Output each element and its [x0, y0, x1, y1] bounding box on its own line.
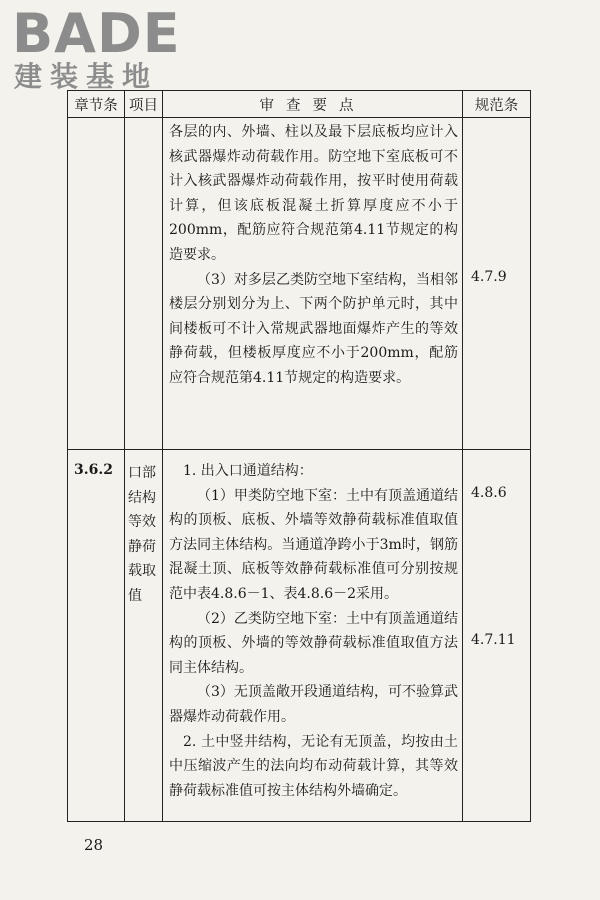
row2-paragraph: 1. 出入口通道结构：	[183, 463, 313, 479]
row1-item-cell	[125, 118, 163, 450]
section-number: 3.6.2	[74, 462, 113, 478]
row2-clause-cell	[463, 450, 531, 822]
bade-logo	[8, 4, 188, 92]
logo-wordmark: BADE	[12, 2, 181, 65]
logo-subtitle: 建装基地	[14, 60, 159, 93]
row1-paragraph: 各层的内、外墙、柱以及最下层底板均应计入核武器爆炸动荷载作用。防空地下室底板可不计入核武器爆炸动荷载作用，按平时使用荷载计算，但该底板混凝土折算厚度应不小于200mm，配筋应符合规范第4.11节规定的构造要求。	[169, 124, 458, 263]
clause-ref: 4.8.6	[471, 485, 507, 501]
row2-review-cell	[163, 450, 463, 822]
table-row	[68, 450, 531, 822]
row2-paragraph: （3）无顶盖敞开段通道结构，可不验算武器爆炸动荷载作用。	[169, 684, 458, 725]
header-chapter: 章节条	[68, 91, 125, 118]
row1-paragraph: （3）对多层乙类防空地下室结构，当相邻楼层分别划分为上、下两个防护单元时，其中间楼板可不计入常规武器地面爆炸产生的等效静荷载，但楼板厚度应不小于200mm，配筋应符合规范第4.11节规定的构造要求。	[169, 271, 458, 386]
row1-clause-cell	[463, 118, 531, 450]
row1-review-cell	[163, 118, 463, 450]
row1-chapter-cell	[68, 118, 125, 450]
header-review-points: 审查要点	[163, 91, 463, 118]
row2-paragraph: （2）乙类防空地下室：土中有顶盖通道结构的顶板、外墙的等效静荷载标准值取值方法同主体结构。	[169, 610, 458, 676]
row2-paragraph: 2. 土中竖井结构，无论有无顶盖，均按由土中压缩波产生的法向均布动荷载计算，其等效静荷载标准值可按主体结构外墙确定。	[169, 733, 458, 799]
row2-chapter-cell	[68, 450, 125, 822]
item-name: 口部结构等效静荷载取值	[128, 465, 156, 604]
row2-item-cell	[125, 450, 163, 822]
clause-ref: 4.7.11	[471, 632, 516, 648]
clause-ref: 4.7.9	[471, 269, 507, 285]
review-table	[67, 90, 530, 822]
page-number: 28	[84, 836, 104, 854]
header-item: 项目	[125, 91, 163, 118]
table-row	[68, 118, 531, 450]
row2-paragraph: （1）甲类防空地下室：土中有顶盖通道结构的顶板、底板、外墙等效静荷载标准值取值方法同主体结构。当通道净跨小于3m时，钢筋混凝土顶、底板等效静荷载标准值可分别按规范中表4.8.6－1、表4.8.6－2采用。	[169, 487, 458, 602]
header-clause: 规范条	[463, 91, 531, 118]
table-header-row	[68, 91, 531, 118]
